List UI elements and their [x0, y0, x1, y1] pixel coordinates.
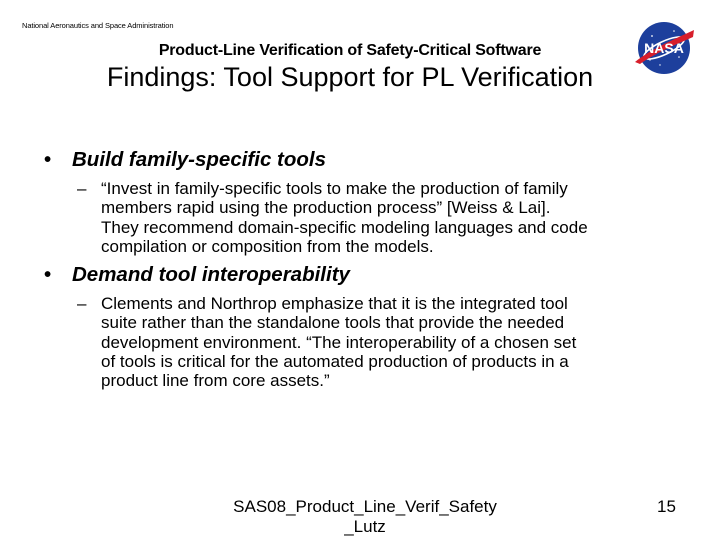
page-number: 15 [657, 497, 676, 516]
footer-line: _Lutz [344, 517, 386, 536]
footer-text [215, 497, 515, 537]
sub-bullet [77, 294, 681, 391]
bullet-item [44, 263, 350, 287]
sub-bullet [77, 179, 681, 256]
slide-title: Findings: Tool Support for PL Verification [106, 62, 594, 92]
deck-title: Product-Line Verification of Safety-Critical Software [158, 42, 542, 59]
sub-bullet-line: development environment. “The interoperability of a chosen set [101, 332, 577, 352]
sub-bullet-line: compilation or composition from the models. [101, 236, 434, 256]
bullet-text: Build family-specific tools [72, 148, 327, 171]
sub-bullet-line: Clements and Northrop emphasize that it is the integrated tool [101, 294, 568, 313]
footer-line: SAS08_Product_Line_Verif_Safety [233, 497, 497, 516]
agency-name: National Aeronautics and Space Administration [22, 21, 174, 30]
sub-bullet-marker: – [77, 179, 87, 198]
bullet-marker: • [44, 263, 52, 286]
bullet-marker: • [44, 148, 52, 171]
sub-bullet-line: suite rather than the standalone tools that provide the needed [101, 313, 565, 333]
bullet-item [44, 148, 326, 172]
sub-bullet-line: They recommend domain-specific modeling languages and code [101, 217, 588, 237]
sub-bullet-line: “Invest in family-specific tools to make the production of family [101, 179, 568, 198]
sub-bullet-marker: – [77, 294, 87, 313]
sub-bullet-line: members rapid using the production process” [Weiss & Lai]. [101, 198, 551, 218]
sub-bullet-line: of tools is critical for the automated production of products in a [101, 351, 569, 371]
nasa-logo-text: NASA [644, 40, 684, 56]
sub-bullet-line: product line from core assets.” [101, 371, 330, 391]
bullet-text: Demand tool interoperability [72, 263, 350, 286]
